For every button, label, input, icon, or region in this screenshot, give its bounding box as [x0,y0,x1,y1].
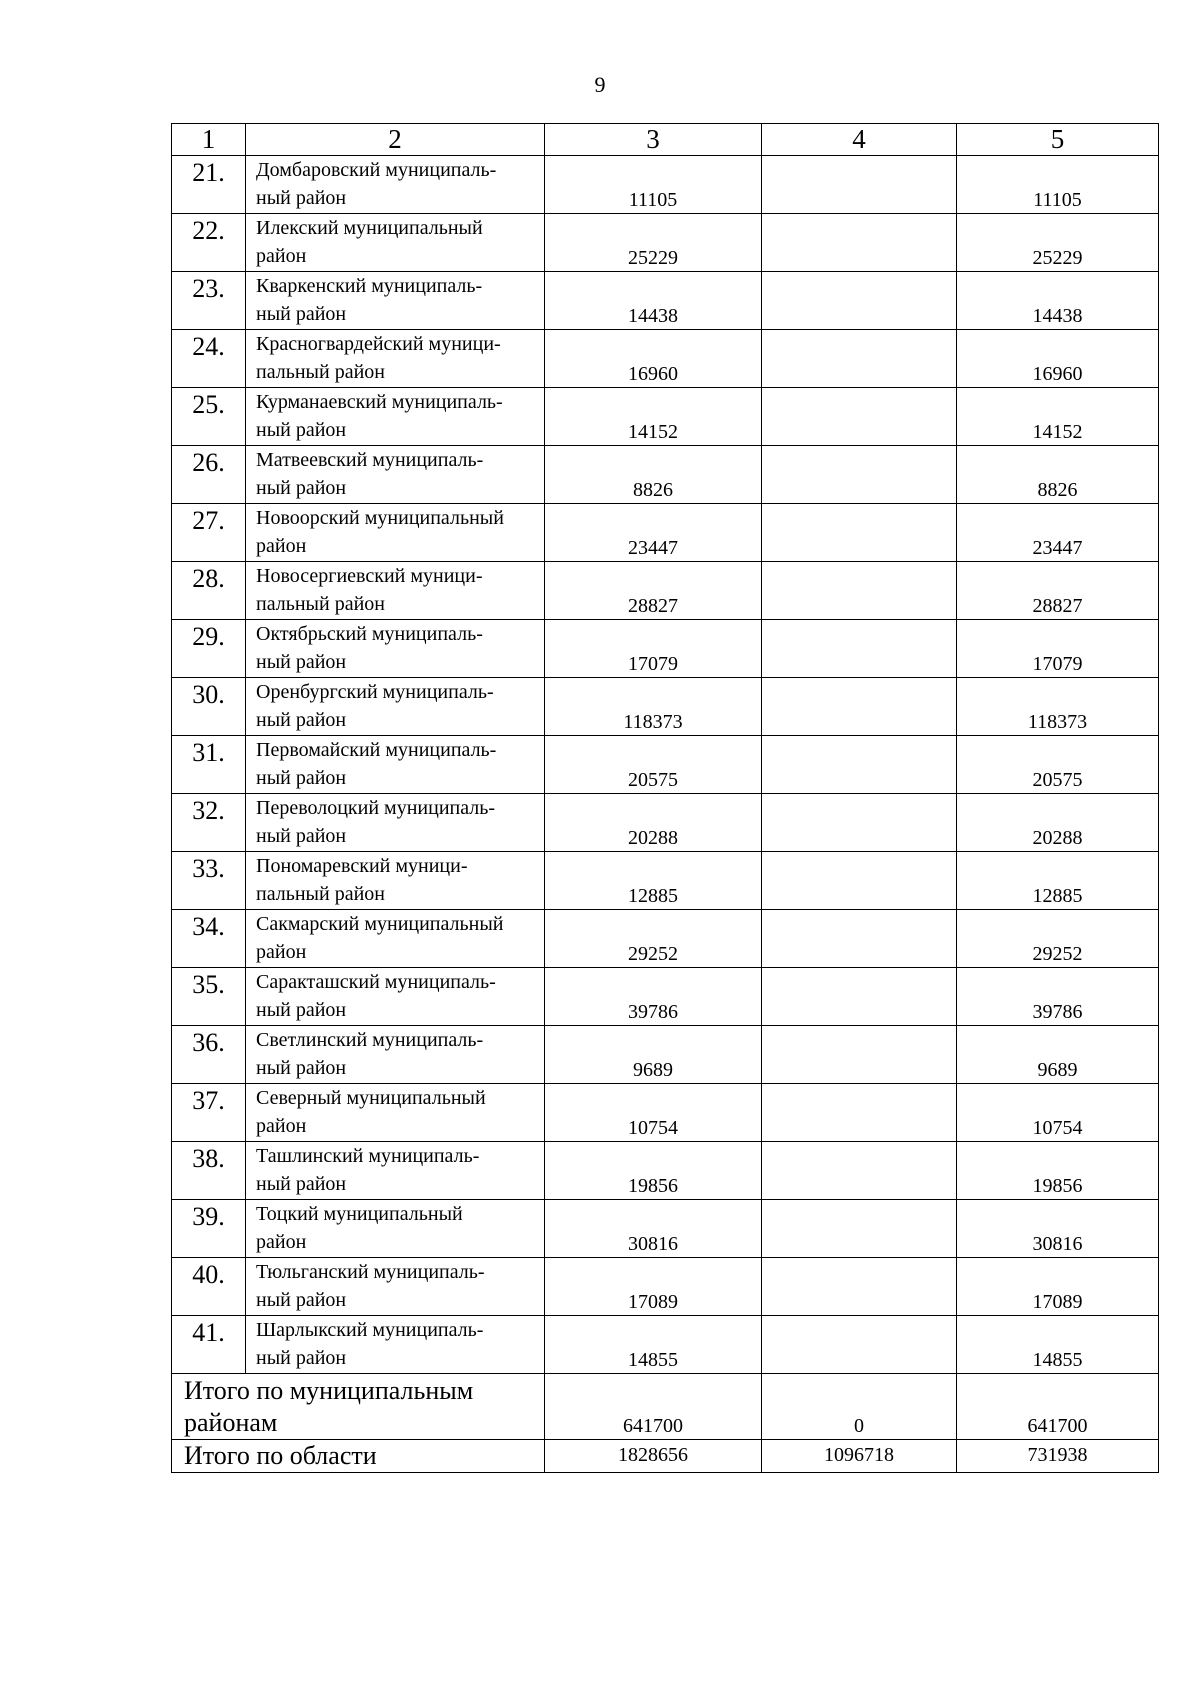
table-row [172,968,1159,1026]
row-number: 27. [172,504,246,562]
district-name-line: Пономаревский муници- [256,855,468,877]
value-col4 [762,736,957,794]
district-name [246,562,545,620]
table-row [172,910,1159,968]
district-name [246,1142,545,1200]
value-col5: 20575 [957,736,1159,794]
table-row [172,272,1159,330]
total-label-line: районам [184,1407,278,1437]
row-number: 41. [172,1316,246,1374]
row-number: 36. [172,1026,246,1084]
value-col5: 30816 [957,1200,1159,1258]
district-name-line: Светлинский муниципаль- [256,1029,484,1051]
district-name-line: ный район [256,825,347,847]
value-col4 [762,794,957,852]
district-name-line: ный район [256,303,347,325]
header-cell: 4 [762,124,957,156]
header-cell: 5 [957,124,1159,156]
table-row [172,1142,1159,1200]
district-name-line: ный район [256,709,347,731]
total-label-line: Итого по муниципальным [184,1375,474,1405]
table-row [172,504,1159,562]
table-row [172,1200,1159,1258]
row-number: 28. [172,562,246,620]
value-col4 [762,968,957,1026]
value-col3: 29252 [545,910,762,968]
district-name-line: ный район [256,477,347,499]
value-col5: 29252 [957,910,1159,968]
value-col4 [762,1316,957,1374]
value-col4 [762,272,957,330]
value-col4 [762,852,957,910]
header-row [172,124,1159,156]
table-row [172,794,1159,852]
value-col3: 14152 [545,388,762,446]
district-name-line: ный район [256,1173,347,1195]
value-col5: 16960 [957,330,1159,388]
value-col3: 25229 [545,214,762,272]
district-name-line: Тюльганский муниципаль- [256,1261,485,1283]
total-districts-col3: 641700 [545,1374,762,1440]
row-number: 31. [172,736,246,794]
district-name-line: Илекский муниципальный [256,217,483,239]
total-districts-row [172,1374,1159,1440]
table-row [172,1258,1159,1316]
table-row [172,388,1159,446]
value-col3: 9689 [545,1026,762,1084]
value-col5: 14152 [957,388,1159,446]
value-col5: 11105 [957,156,1159,214]
value-col3: 17079 [545,620,762,678]
value-col5: 28827 [957,562,1159,620]
value-col3: 16960 [545,330,762,388]
value-col4 [762,678,957,736]
district-name-line: пальный район [256,883,385,905]
district-name [246,852,545,910]
value-col5: 10754 [957,1084,1159,1142]
row-number: 33. [172,852,246,910]
district-name [246,968,545,1026]
district-name [246,156,545,214]
district-name-line: Ташлинский муниципаль- [256,1145,480,1167]
value-col3: 118373 [545,678,762,736]
value-col4 [762,910,957,968]
district-name [246,794,545,852]
table-row [172,678,1159,736]
row-number: 25. [172,388,246,446]
district-name [246,910,545,968]
value-col4 [762,1200,957,1258]
total-region-col5: 731938 [957,1440,1159,1473]
total-region-row [172,1440,1159,1473]
table-row [172,1026,1159,1084]
district-name [246,504,545,562]
value-col3: 14855 [545,1316,762,1374]
district-name-line: ный район [256,1289,347,1311]
value-col3: 8826 [545,446,762,504]
district-name-line: Кваркенский муниципаль- [256,275,483,297]
table-row [172,330,1159,388]
district-name [246,446,545,504]
row-number: 38. [172,1142,246,1200]
row-number: 34. [172,910,246,968]
total-districts-col4: 0 [762,1374,957,1440]
value-col3: 30816 [545,1200,762,1258]
table-row [172,214,1159,272]
district-name-line: пальный район [256,593,385,615]
district-name-line: Оренбургский муниципаль- [256,681,494,703]
district-name-line: ный район [256,651,347,673]
value-col3: 12885 [545,852,762,910]
value-col4 [762,562,957,620]
district-name-line: ный район [256,999,347,1021]
district-name-line: район [256,941,307,963]
table-row [172,1084,1159,1142]
header-cell: 3 [545,124,762,156]
value-col5: 25229 [957,214,1159,272]
row-number: 29. [172,620,246,678]
table-row [172,736,1159,794]
value-col4 [762,214,957,272]
value-col5: 39786 [957,968,1159,1026]
row-number: 30. [172,678,246,736]
district-name-line: район [256,1115,307,1137]
district-name-line: Новоорский муниципальный [256,507,504,529]
row-number: 26. [172,446,246,504]
value-col3: 20288 [545,794,762,852]
row-number: 35. [172,968,246,1026]
total-region-label: Итого по области [172,1440,545,1473]
total-districts-col5: 641700 [957,1374,1159,1440]
district-name-line: ный район [256,187,347,209]
total-region-col3: 1828656 [545,1440,762,1473]
value-col3: 39786 [545,968,762,1026]
value-col5: 17079 [957,620,1159,678]
district-name [246,1026,545,1084]
district-name-line: Новосергиевский муници- [256,565,483,587]
district-name-line: Сакмарский муниципальный [256,913,504,935]
district-name-line: район [256,1231,307,1253]
row-number: 22. [172,214,246,272]
value-col5: 12885 [957,852,1159,910]
value-col4 [762,620,957,678]
header-cell: 2 [246,124,545,156]
district-name [246,388,545,446]
value-col3: 28827 [545,562,762,620]
district-name [246,678,545,736]
table-row [172,1316,1159,1374]
value-col4 [762,1084,957,1142]
value-col5: 17089 [957,1258,1159,1316]
row-number: 37. [172,1084,246,1142]
page-number: 9 [594,72,606,97]
header-cell: 1 [172,124,246,156]
value-col4 [762,446,957,504]
district-name [246,1200,545,1258]
value-col3: 17089 [545,1258,762,1316]
district-name-line: ный район [256,1347,347,1369]
table-row [172,156,1159,214]
row-number: 39. [172,1200,246,1258]
district-name-line: Саракташский муниципаль- [256,971,496,993]
value-col4 [762,1258,957,1316]
district-name [246,736,545,794]
district-name-line: пальный район [256,361,385,383]
district-name [246,272,545,330]
value-col4 [762,1026,957,1084]
total-region-col4: 1096718 [762,1440,957,1473]
value-col4 [762,504,957,562]
table-row [172,562,1159,620]
row-number: 40. [172,1258,246,1316]
district-name-line: Северный муниципальный [256,1087,486,1109]
district-name-line: Переволоцкий муниципаль- [256,797,496,819]
district-name-line: ный район [256,767,347,789]
row-number: 32. [172,794,246,852]
district-name-line: Курманаевский муниципаль- [256,391,503,413]
value-col4 [762,330,957,388]
value-col4 [762,156,957,214]
district-name-line: Тоцкий муниципальный [256,1203,463,1225]
row-number: 24. [172,330,246,388]
value-col3: 11105 [545,156,762,214]
district-name-line: Домбаровский муниципаль- [256,159,497,181]
value-col4 [762,1142,957,1200]
value-col5: 118373 [957,678,1159,736]
district-name-line: Матвеевский муниципаль- [256,449,484,471]
district-name [246,330,545,388]
budget-table [171,123,1159,1473]
district-name-line: Первомайский муниципаль- [256,739,497,761]
district-name [246,1084,545,1142]
district-name-line: Октябрьский муниципаль- [256,623,483,645]
value-col3: 14438 [545,272,762,330]
table-row [172,620,1159,678]
value-col5: 9689 [957,1026,1159,1084]
total-districts-label [172,1374,545,1440]
district-name-line: ный район [256,419,347,441]
district-name-line: Красногвардейский муници- [256,333,501,355]
value-col3: 23447 [545,504,762,562]
value-col4 [762,388,957,446]
district-name-line: район [256,245,307,267]
value-col5: 14855 [957,1316,1159,1374]
row-number: 21. [172,156,246,214]
value-col5: 14438 [957,272,1159,330]
district-name [246,214,545,272]
table-row [172,852,1159,910]
value-col5: 23447 [957,504,1159,562]
value-col3: 19856 [545,1142,762,1200]
value-col5: 8826 [957,446,1159,504]
value-col5: 20288 [957,794,1159,852]
value-col5: 19856 [957,1142,1159,1200]
value-col3: 10754 [545,1084,762,1142]
district-name-line: район [256,535,307,557]
district-name [246,1316,545,1374]
district-name-line: Шарлыкский муниципаль- [256,1319,484,1341]
value-col3: 20575 [545,736,762,794]
district-name [246,1258,545,1316]
district-name-line: ный район [256,1057,347,1079]
row-number: 23. [172,272,246,330]
table-row [172,446,1159,504]
district-name [246,620,545,678]
